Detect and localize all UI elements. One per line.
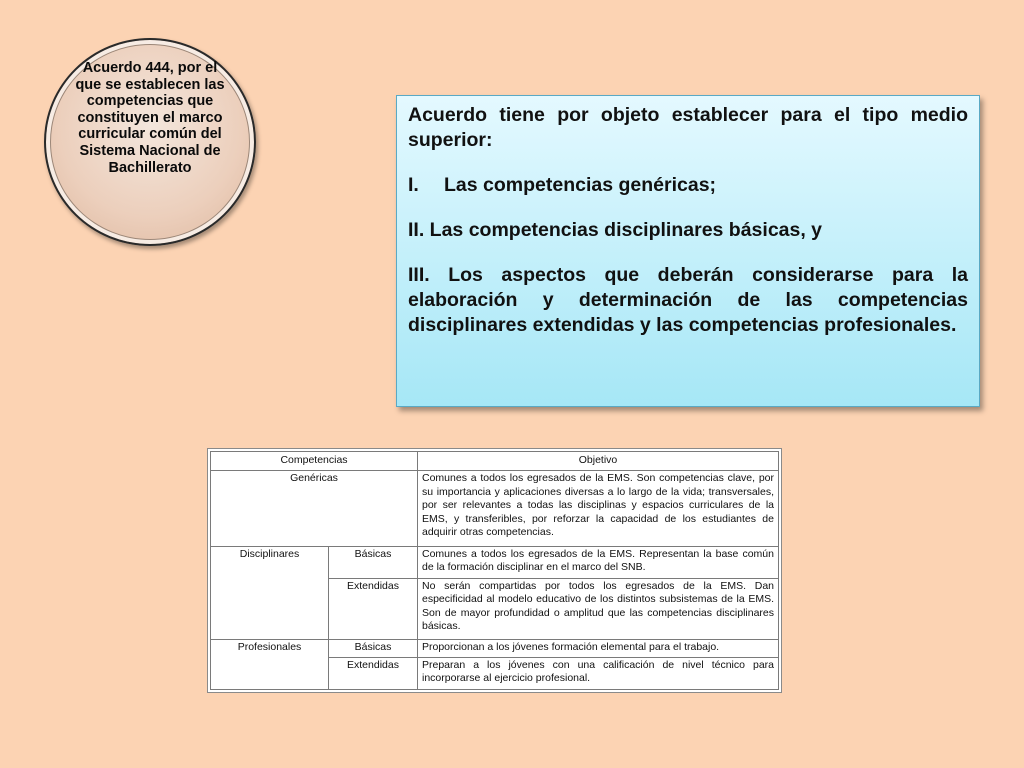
objective-item-1: [408, 173, 968, 198]
row-group-disciplinares: Disciplinares: [211, 546, 329, 639]
objective-item-3: III. Los aspectos que deberán considerarse para la elaboración y determinación de las competencias disciplinares extendidas y las competencias profesionales.: [408, 264, 968, 336]
row-text-genericas: Comunes a todos los egresados de la EMS. Son competencias clave, por su importancia y aplicaciones diversas a lo largo de la vida; transversales, por ser relevantes a todas las disciplinas y espacios curriculares de la EMS, y transferibles, por reforzar la capacidad de los estudiantes de adquirir otras competencias.: [418, 471, 779, 547]
table-header-row: [211, 452, 779, 471]
competencias-table-frame: [207, 448, 782, 693]
table-row: [211, 546, 779, 578]
row-sub-profesionales-basicas: Básicas: [329, 640, 418, 658]
row-sub-profesionales-extendidas: Extendidas: [329, 657, 418, 689]
title-circle-text: Acuerdo 444, por el que se establecen las competencias que constituyen el marco curricular común del Sistema Nacional de Bachillerato: [75, 60, 225, 176]
objective-intro: Acuerdo tiene por objeto establecer para el tipo medio superior:: [408, 104, 968, 151]
row-text-disciplinares-basicas: Comunes a todos los egresados de la EMS. Representan la base común de la formación disciplinar en el marco del SNB.: [418, 546, 779, 578]
row-sub-disciplinares-basicas: Básicas: [329, 546, 418, 578]
row-group-profesionales: Profesionales: [211, 640, 329, 690]
row-text-profesionales-basicas: Proporcionan a los jóvenes formación elemental para el trabajo.: [418, 640, 779, 658]
objective-item-1-numeral: I.: [408, 174, 419, 196]
objective-item-1-text: Las competencias genéricas;: [444, 174, 717, 196]
competencias-table: [210, 451, 779, 690]
table-row: [211, 640, 779, 658]
table-row: [211, 471, 779, 547]
row-group-genericas: Genéricas: [211, 471, 418, 547]
row-sub-disciplinares-extendidas: Extendidas: [329, 578, 418, 639]
objective-item-2: II. Las competencias disciplinares básicas, y: [408, 219, 823, 241]
header-competencias: Competencias: [211, 452, 418, 471]
row-text-profesionales-extendidas: Preparan a los jóvenes con una calificación de nivel técnico para incorporarse al ejercicio profesional.: [418, 657, 779, 689]
row-text-disciplinares-extendidas: No serán compartidas por todos los egresados de la EMS. Dan especificidad al modelo educativo de los distintos subsistemas de la EMS. Son de mayor profundidad o amplitud que las competencias disciplinares básicas.: [418, 578, 779, 639]
header-objetivo: Objetivo: [418, 452, 779, 471]
objective-box: [396, 95, 980, 407]
